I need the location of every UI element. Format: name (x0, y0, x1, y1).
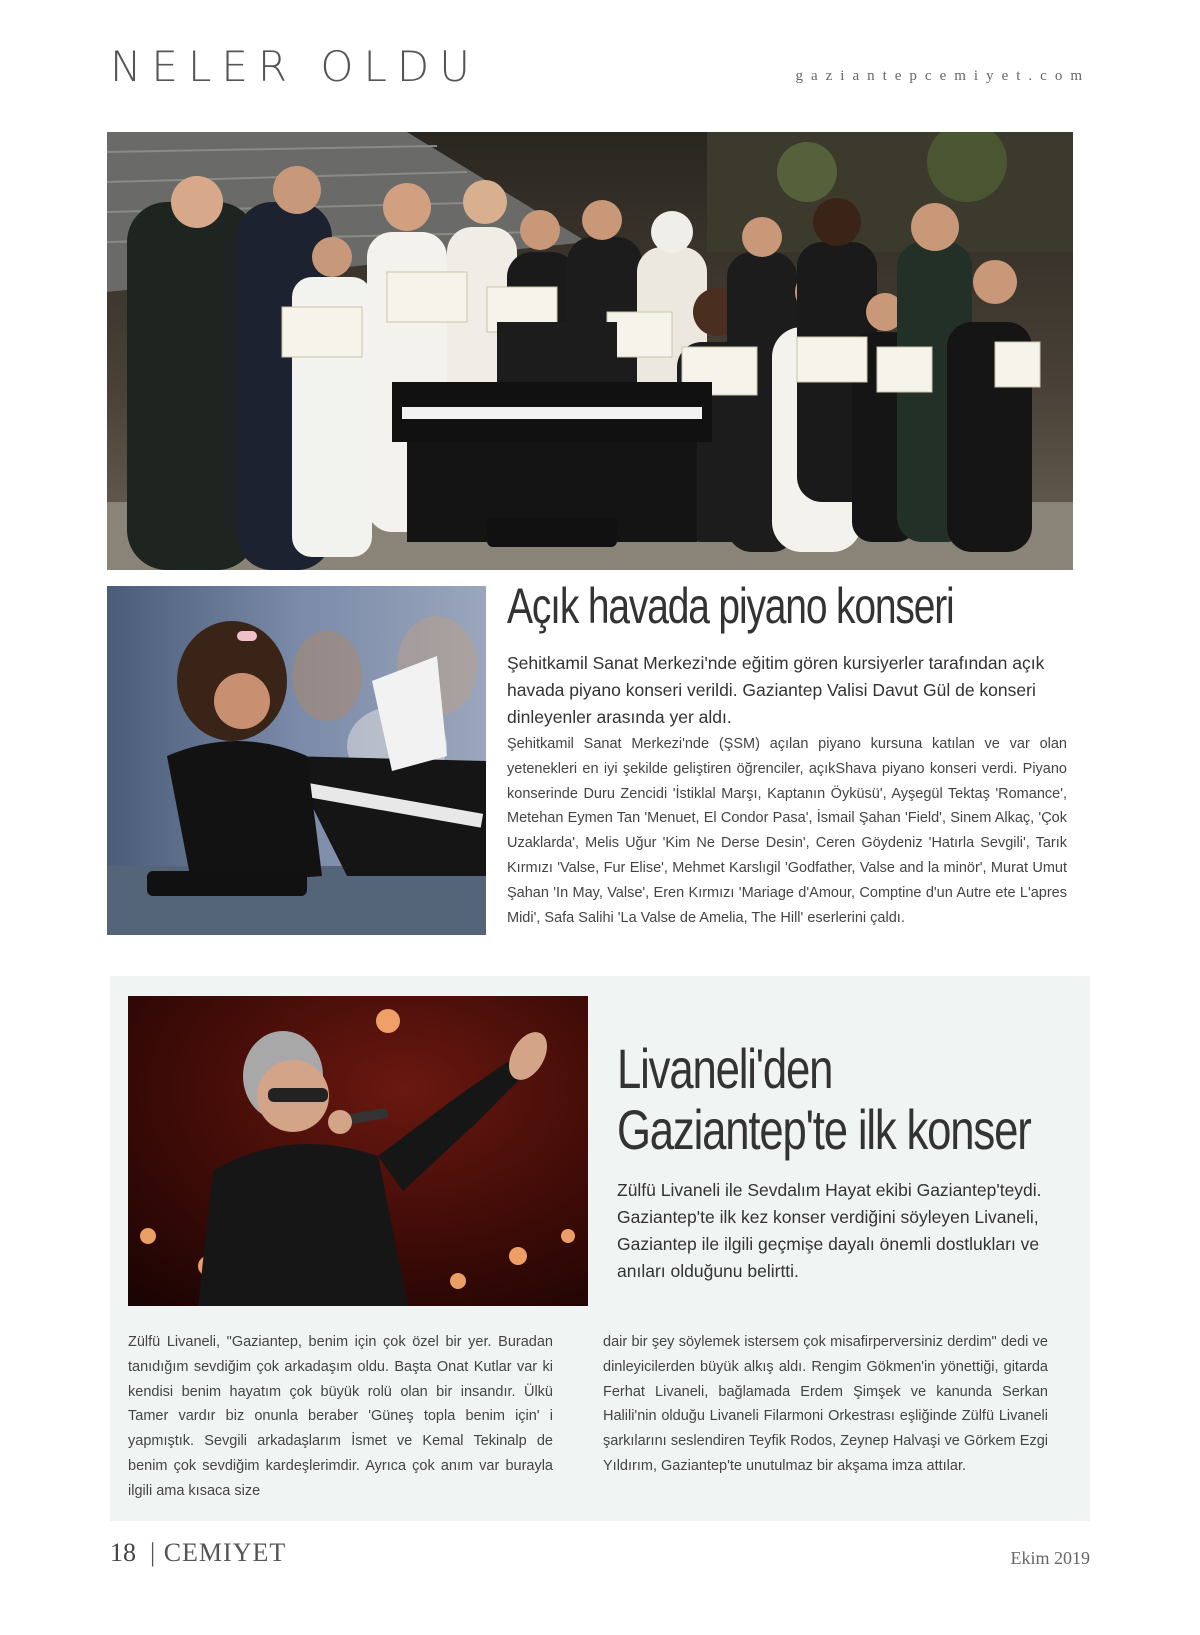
article2-body-col1: Zülfü Livaneli, "Gaziantep, benim için çok özel bir yer. Buradan tanıdığım sevdiğim çok arkadaşım oldu. Başta Onat Kutlar var ki kendisi benim hayatım çok büyük rolü olan bir insandır. Ülkü Tamer vardır biz onunla beraber 'Güneş topla benim için' i yapmıştık. Sevgili arkadaşlarım İsmet ve Kemal Tekinalp de benim çok sevdiğim kardeşlerimdir. Ayrıca çok anım var burayla ilgili ama kısaca size (128, 1334, 553, 1499)
article2-lead: Zülfü Livaneli ile Sevdalım Hayat ekibi Gaziantep'teydi. Gaziantep'te ilk kez konser verdiğini söyleyen Livaneli, Gaziantep ile ilgili geçmişe dayalı önemli dostlukları ve anıları olduğunu belirtti. (617, 1180, 1042, 1281)
livaneli-concert-photo (128, 996, 588, 1306)
article1-lead: Şehitkamil Sanat Merkezi'nde eğitim gören kursiyerler tarafından açık havada piyano konseri verildi. Gaziantep Valisi Davut Gül de konseri dinleyenler arasında yer aldı. (507, 653, 1045, 727)
article1-title: Açık havada piyano konseri (507, 578, 954, 634)
article2-body-col2: dair bir şey söylemek istersem çok misafirperversiniz derdim" dedi ve dinleyicilerden büyük alkış aldı. Rengim Gökmen'in yönettiği, gitarda Ferhat Livaneli, bağlamada Erdem Şimşek ve kanunda Serkan Halili'nin olduğu Livaneli Filarmoni Orkestrası eşliğinde Zülfü Livaneli şarkılarını seslendiren Teyfik Rodos, Zeynep Halvaşi ve Görkem Ezgi Yıldırım, Gaziantep'te unutulmaz bir akşama imza attılar. (603, 1334, 1048, 1474)
magazine-brand: | CEMIYET (150, 1538, 287, 1567)
piano-performer-photo (107, 586, 486, 935)
article2-title-line1: Livaneli'den (617, 1037, 833, 1100)
page-number: 18 (110, 1538, 136, 1567)
group-photo-piano-concert (107, 132, 1073, 570)
website-url: gaziantepcemiyet.com (795, 68, 1090, 84)
article2-title-line2: Gaziantep'te ilk konser (617, 1098, 1031, 1161)
article1-body: Şehitkamil Sanat Merkezi'nde (ŞSM) açılan piyano kursuna katılan ve var olan yetenekleri en iyi şekilde geliştiren öğrenciler, açıkShava piyano konseri verdi. Piyano konserinde Duru Zencidi 'İstiklal Marşı, Kaptanın Öyküsü', Ayşegül Tektaş 'Romance', Metehan Eymen Tan 'Menuet, El Condor Pasa', İsmail Şahan 'Field', Sinem Alkaç, 'Çok Uzaklarda', Melis Uğur 'Kim Ne Derse Desin', Ceren Göydeniz 'Hatırla Sevgili', Tarık Kırmızı 'Valse, Fur Elise', Mehmet Karslıgil 'Godfather, Valse and la minör', Murat Umut Şahan 'In May, Valse', Eren Kırmızı 'Mariage d'Amour, Comptine d'un Autre ete L'apres Midi', Safa Salihi 'La Valse de Amelia, The Hill' eserlerini çaldı. (507, 736, 1067, 926)
section-title: NELER OLDU (110, 42, 480, 91)
issue-date: Ekim 2019 (1010, 1548, 1090, 1568)
